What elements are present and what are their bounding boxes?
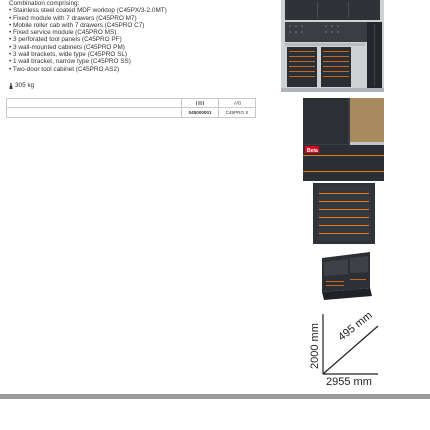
weight-value: 305 kg [15, 82, 35, 89]
table-header-blank [7, 99, 182, 108]
spec-item: • Two-door tool cabinet (C45PRO AS2) [9, 65, 120, 73]
table-cell-ref: C45PRO X [219, 108, 256, 118]
spec-item: • 3 wall brackets, wide type (C45PRO SL) [9, 51, 128, 59]
drawer-closeup-photo [303, 98, 384, 181]
spec-list [9, 0, 279, 73]
table-header-code [182, 99, 219, 108]
spec-item: • Fixed module with 7 drawers (C45PRO M7) [9, 14, 137, 22]
open-cabinets-photo [318, 248, 374, 306]
spec-item: • Mobile roller cab with 7 drawers (C45PRO C7) [9, 21, 145, 29]
spec-heading: Combination comprising: [9, 0, 80, 7]
dimension-width: 2955 mm [326, 376, 372, 388]
roller-cab-photo [313, 183, 375, 244]
table-cell-code: 045000001 [182, 108, 219, 118]
dimension-height: 2000 mm [309, 323, 321, 369]
combination-photo [281, 0, 384, 92]
table-cell-blank [7, 108, 182, 118]
weight-row [9, 82, 34, 89]
weight-icon [9, 83, 13, 89]
spec-item: • 1 wall bracket, narrow type (C45PRO SS) [9, 58, 131, 66]
table-row [7, 108, 256, 118]
dimension-diagram [296, 309, 396, 392]
table-header-ref [219, 99, 256, 108]
spec-item: • Stainless steel coated MDF worktop (C45PX/3-2.0MT) [9, 7, 167, 15]
barcode-icon [196, 101, 204, 105]
product-code-table [6, 98, 256, 118]
spec-item: • 3 wall-mounted cabinets (C45PRO PM) [9, 43, 125, 51]
brand-logo: Beta [307, 148, 318, 154]
spec-item: • Fixed service module (C45PRO MS) [9, 29, 117, 37]
dimension-depth: 495 mm [336, 309, 375, 344]
reference-icon [234, 101, 241, 105]
footer-bar [0, 394, 430, 399]
spec-item: • 3 perforated tool panels (C45PRO PF) [9, 36, 122, 44]
